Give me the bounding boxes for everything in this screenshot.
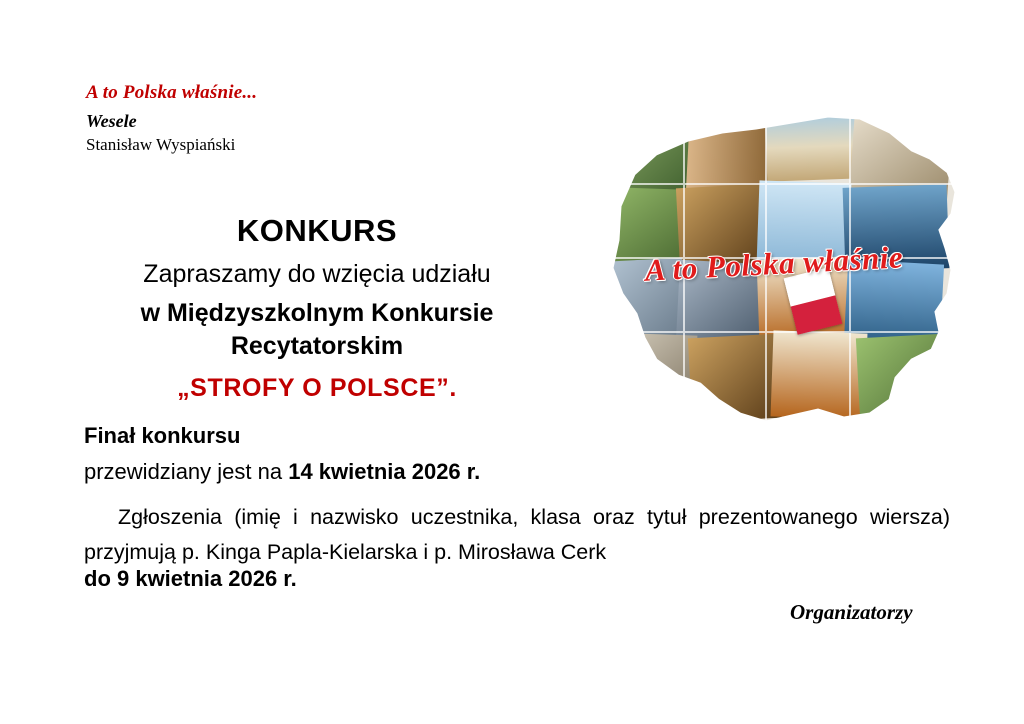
epigraph-quote: A to Polska właśnie...	[86, 82, 258, 103]
final-date: 14 kwietnia 2026 r.	[288, 458, 481, 484]
final-date-prefix: przewidziany jest na	[84, 458, 289, 484]
submissions-text: Zgłoszenia (imię i nazwisko uczestnika, klasa oraz tytuł prezentowanego wiersza) przyjmują p. Kinga Papla-Kielarska i p. Mirosława Cerk	[84, 505, 950, 564]
epigraph	[86, 82, 506, 156]
submissions-paragraph	[84, 500, 950, 570]
final-info	[84, 420, 684, 488]
invitation-line: Zapraszamy do wzięcia udziału	[143, 259, 491, 288]
epigraph-author: Stanisław Wyspiański	[86, 135, 236, 155]
final-date-line	[84, 456, 684, 488]
contest-line-1: w Międzyszkolnym Konkursie	[140, 299, 494, 328]
page-title: KONKURS	[236, 213, 398, 248]
signature: Organizatorzy	[790, 600, 913, 624]
contest-name: „STROFY O POLSCE”.	[177, 374, 457, 403]
final-label: Finał konkursu	[84, 423, 241, 448]
contest-line-2: Recytatorskim	[230, 331, 404, 360]
submissions-deadline: do 9 kwietnia 2026 r.	[84, 566, 297, 591]
epigraph-work-title: Wesele	[86, 110, 137, 131]
headline-block	[82, 212, 552, 405]
poland-map-photo-collage	[560, 88, 980, 448]
collage-caption: A to Polska właśnie	[644, 239, 904, 288]
